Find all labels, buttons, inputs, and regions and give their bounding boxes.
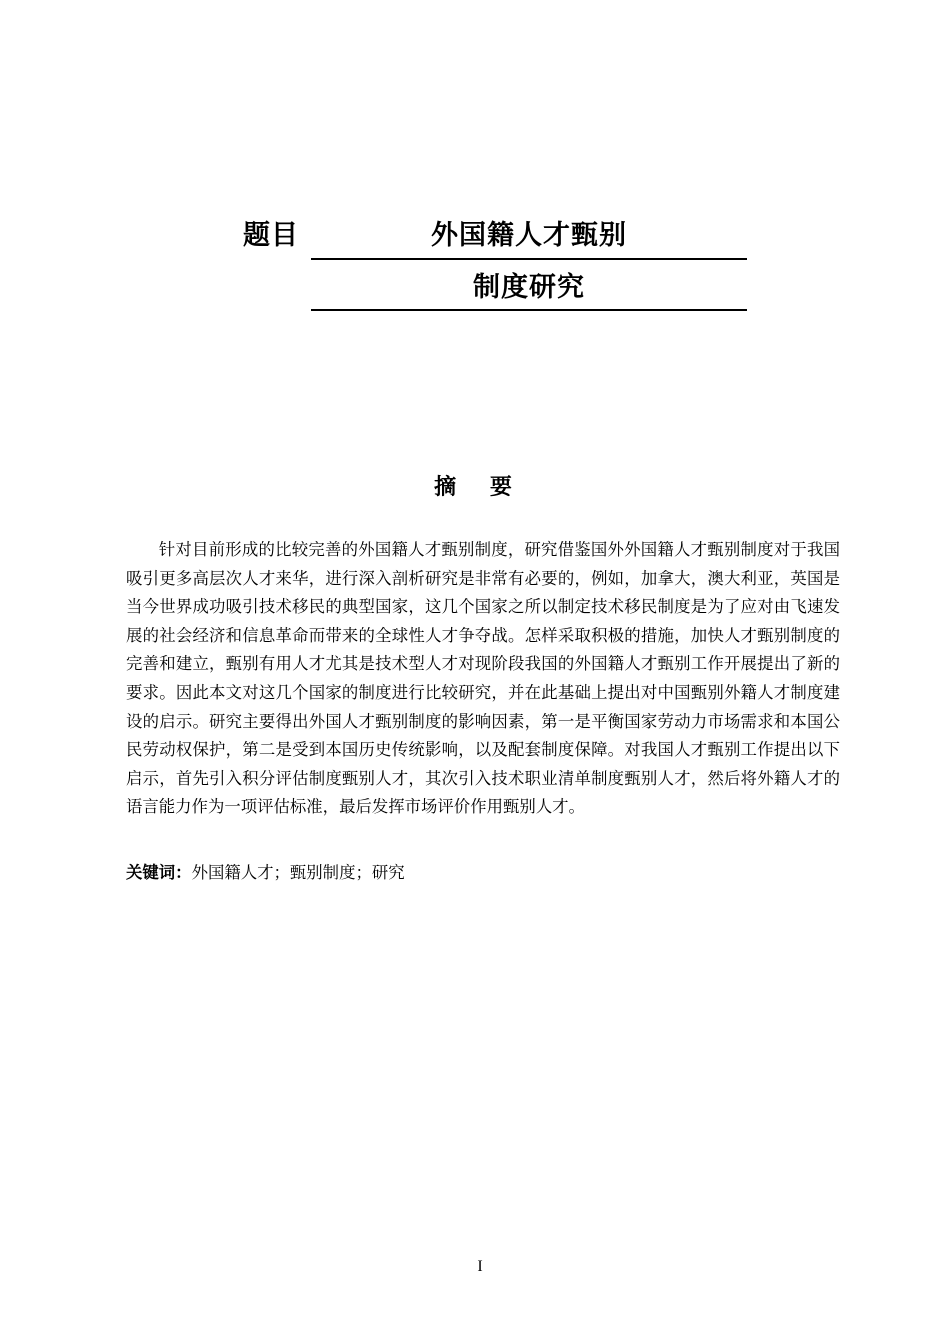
title-label: 题目	[243, 220, 299, 251]
page-number: I	[477, 1258, 483, 1275]
keywords-label: 关键词：	[126, 863, 192, 882]
title-underline-1	[311, 258, 747, 260]
thesis-title-line-1: 外国籍人才甄别	[431, 220, 627, 251]
thesis-title-line-2: 制度研究	[473, 272, 585, 303]
keywords	[126, 859, 405, 887]
title-underline-2	[311, 309, 747, 311]
abstract-heading: 摘 要	[434, 475, 512, 500]
abstract-body: 针对目前形成的比较完善的外国籍人才甄别制度，研究借鉴国外外国籍人才甄别制度对于我国吸引更多高层次人才来华，进行深入剖析研究是非常有必要的，例如，加拿大，澳大利亚，英国是当今世界成功吸引技术移民的典型国家，这几个国家之所以制定技术移民制度是为了应对由飞速发展的社会经济和信息革命而带来的全球性人才争夺战。怎样采取积极的措施，加快人才甄别制度的完善和建立，甄别有用人才尤其是技术型人才对现阶段我国的外国籍人才甄别工作开展提出了新的要求。因此本文对这几个国家的制度进行比较研究，并在此基础上提出对中国甄别外籍人才制度建设的启示。研究主要得出外国人才甄别制度的影响因素，第一是平衡国家劳动力市场需求和本国公民劳动权保护，第二是受到本国历史传统影响，以及配套制度保障。对我国人才甄别工作提出以下启示，首先引入积分评估制度甄别人才，其次引入技术职业清单制度甄别人才，然后将外籍人才的语言能力作为一项评估标准，最后发挥市场评价作用甄别人才。	[126, 540, 840, 817]
keywords-value: 外国籍人才；甄别制度；研究	[191, 863, 405, 882]
